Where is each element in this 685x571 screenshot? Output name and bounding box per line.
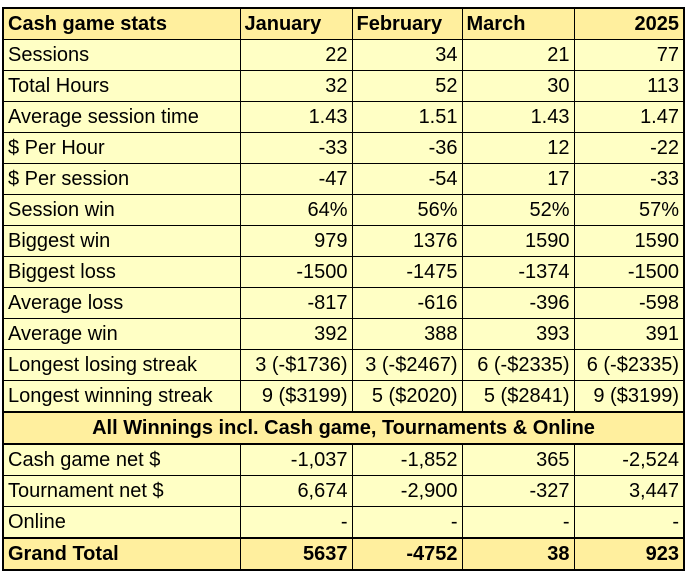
winnings-row <box>3 476 684 507</box>
row-label: Grand Total <box>3 538 240 570</box>
table-cell: -396 <box>462 288 574 319</box>
table-cell: -33 <box>240 133 352 164</box>
row-label: Average session time <box>3 102 240 133</box>
table-cell: 34 <box>352 40 462 71</box>
table-cell: 9 ($3199) <box>574 381 684 413</box>
table-cell: 38 <box>462 538 574 570</box>
stats-row <box>3 257 684 288</box>
table-cell: 3 (-$1736) <box>240 350 352 381</box>
table-cell: 365 <box>462 444 574 476</box>
table-cell: -1374 <box>462 257 574 288</box>
stats-row <box>3 164 684 195</box>
table-cell: 57% <box>574 195 684 226</box>
grand-total-row <box>3 538 684 570</box>
row-label: Longest losing streak <box>3 350 240 381</box>
table-cell: 3,447 <box>574 476 684 507</box>
winnings-row <box>3 444 684 476</box>
table-cell: 9 ($3199) <box>240 381 352 413</box>
table-cell: 1.43 <box>240 102 352 133</box>
table-cell: 21 <box>462 40 574 71</box>
row-label: Longest winning streak <box>3 381 240 413</box>
table-cell: -54 <box>352 164 462 195</box>
table-cell: -2,900 <box>352 476 462 507</box>
table-cell: 3 (-$2467) <box>352 350 462 381</box>
table-cell: 5 ($2020) <box>352 381 462 413</box>
row-label: Total Hours <box>3 71 240 102</box>
table-cell: -1,037 <box>240 444 352 476</box>
table-cell: -2,524 <box>574 444 684 476</box>
stats-row <box>3 381 684 413</box>
stats-row <box>3 195 684 226</box>
table-cell: 77 <box>574 40 684 71</box>
column-header-january: January <box>240 8 352 40</box>
table-cell: - <box>240 507 352 539</box>
stats-row <box>3 350 684 381</box>
table-cell: 388 <box>352 319 462 350</box>
table-body <box>3 8 684 570</box>
stats-row <box>3 71 684 102</box>
row-label: Biggest win <box>3 226 240 257</box>
row-label: Cash game net $ <box>3 444 240 476</box>
table-cell: 1.43 <box>462 102 574 133</box>
table-cell: 1.51 <box>352 102 462 133</box>
table-cell: 5 ($2841) <box>462 381 574 413</box>
table-cell: 6 (-$2335) <box>574 350 684 381</box>
section-title: All Winnings incl. Cash game, Tournaments & Online <box>3 412 684 444</box>
column-header-year: 2025 <box>574 8 684 40</box>
row-label: Average win <box>3 319 240 350</box>
table-cell: 391 <box>574 319 684 350</box>
table-cell: 22 <box>240 40 352 71</box>
stats-row <box>3 133 684 164</box>
table-cell: 1.47 <box>574 102 684 133</box>
section-header-row <box>3 412 684 444</box>
table-cell: 6 (-$2335) <box>462 350 574 381</box>
table-cell: -1500 <box>574 257 684 288</box>
table-cell: -22 <box>574 133 684 164</box>
table-cell: 32 <box>240 71 352 102</box>
stats-row <box>3 226 684 257</box>
table-title: Cash game stats <box>3 8 240 40</box>
table-cell: 923 <box>574 538 684 570</box>
table-cell: -598 <box>574 288 684 319</box>
column-header-march: March <box>462 8 574 40</box>
table-cell: - <box>352 507 462 539</box>
table-cell: 52 <box>352 71 462 102</box>
table-cell: - <box>574 507 684 539</box>
table-cell: -1475 <box>352 257 462 288</box>
table-cell: 392 <box>240 319 352 350</box>
table-cell: 393 <box>462 319 574 350</box>
row-label: $ Per session <box>3 164 240 195</box>
row-label: Average loss <box>3 288 240 319</box>
table-cell: -817 <box>240 288 352 319</box>
stats-row <box>3 40 684 71</box>
table-cell: 1590 <box>462 226 574 257</box>
table-cell: 56% <box>352 195 462 226</box>
row-label: Biggest loss <box>3 257 240 288</box>
cash-game-stats-table <box>2 7 685 571</box>
table-cell: 12 <box>462 133 574 164</box>
table-cell: -327 <box>462 476 574 507</box>
row-label: Sessions <box>3 40 240 71</box>
table-cell: 1590 <box>574 226 684 257</box>
table-cell: -1500 <box>240 257 352 288</box>
column-header-february: February <box>352 8 462 40</box>
table-cell: 30 <box>462 71 574 102</box>
stats-row <box>3 102 684 133</box>
table-cell: -616 <box>352 288 462 319</box>
table-cell: 64% <box>240 195 352 226</box>
table-cell: 17 <box>462 164 574 195</box>
table-cell: 52% <box>462 195 574 226</box>
table-cell: -47 <box>240 164 352 195</box>
table-cell: 6,674 <box>240 476 352 507</box>
stats-row <box>3 288 684 319</box>
header-row <box>3 8 684 40</box>
stats-row <box>3 319 684 350</box>
table-cell: 979 <box>240 226 352 257</box>
row-label: Online <box>3 507 240 539</box>
row-label: $ Per Hour <box>3 133 240 164</box>
row-label: Tournament net $ <box>3 476 240 507</box>
table-cell: -33 <box>574 164 684 195</box>
row-label: Session win <box>3 195 240 226</box>
table-cell: - <box>462 507 574 539</box>
winnings-row <box>3 507 684 539</box>
table-cell: -36 <box>352 133 462 164</box>
table-cell: 5637 <box>240 538 352 570</box>
table-cell: -1,852 <box>352 444 462 476</box>
table-cell: 1376 <box>352 226 462 257</box>
table-cell: 113 <box>574 71 684 102</box>
table-cell: -4752 <box>352 538 462 570</box>
